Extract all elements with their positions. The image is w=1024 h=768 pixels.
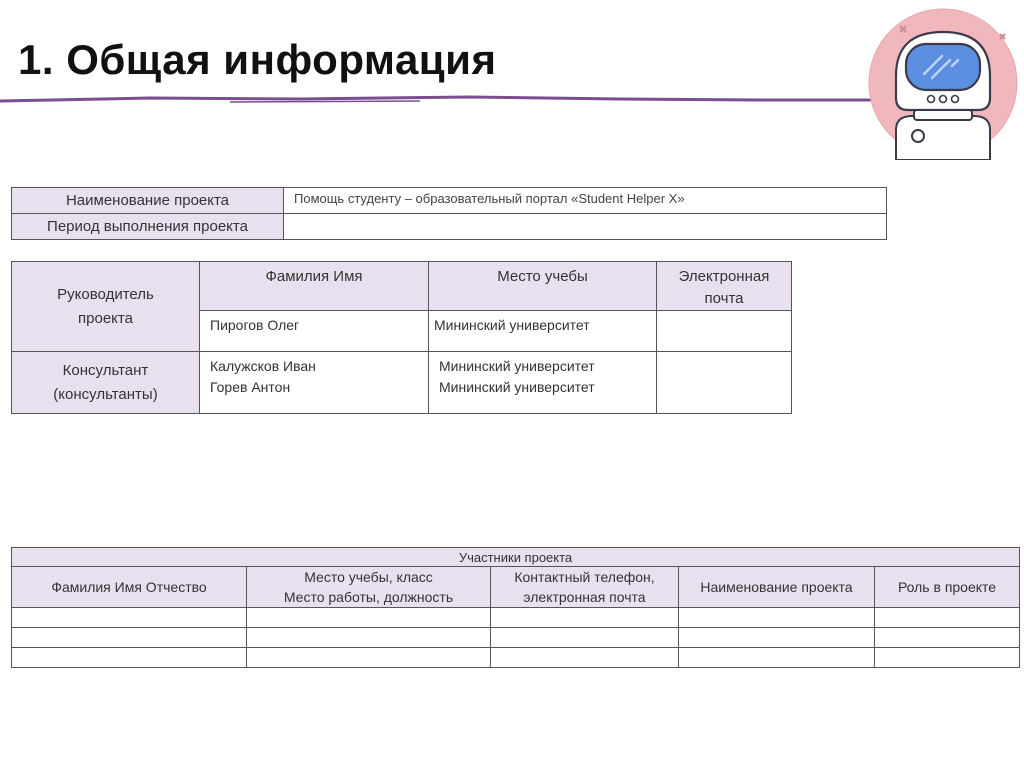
table-cell <box>12 648 247 668</box>
table-row <box>12 188 887 214</box>
column-header-role: Роль в проекте <box>875 567 1020 608</box>
consultant-role-cell <box>12 352 200 414</box>
supervisors-table <box>11 261 792 414</box>
table-row <box>12 262 792 311</box>
leader-name: Пирогов Олег <box>200 311 429 352</box>
table-cell <box>12 608 247 628</box>
column-header-email-line2: почта <box>704 290 744 307</box>
consultant-places <box>429 352 657 414</box>
table-row <box>12 214 887 240</box>
leader-place: Мининский университет <box>429 311 657 352</box>
column-header-place: Место учебы <box>429 262 657 311</box>
astronaut-icon <box>866 6 1020 160</box>
table-cell <box>679 628 875 648</box>
project-period-value <box>284 214 887 240</box>
title-underline <box>0 94 880 106</box>
table-cell <box>875 628 1020 648</box>
column-header-project: Наименование проекта <box>679 567 875 608</box>
project-info-table <box>11 187 887 240</box>
column-header-place <box>247 567 491 608</box>
project-period-label: Период выполнения проекта <box>12 214 284 240</box>
participants-table <box>11 547 1020 668</box>
column-header-contact <box>491 567 679 608</box>
column-header-place-line1: Место учебы, класс <box>304 569 433 585</box>
consultant-names <box>200 352 429 414</box>
column-header-email-line1: Электронная <box>678 268 770 285</box>
table-row <box>12 608 1020 628</box>
leader-role-cell <box>12 262 200 352</box>
leader-role-line2: проекта <box>78 309 133 327</box>
consultant-place: Мининский университет <box>439 379 595 395</box>
project-name-label: Наименование проекта <box>12 188 284 214</box>
consultant-place: Мининский университет <box>439 358 595 374</box>
consultant-name: Калужсков Иван <box>210 358 316 374</box>
column-header-contact-line1: Контактный телефон, <box>514 569 655 585</box>
table-cell <box>247 608 491 628</box>
table-cell <box>12 628 247 648</box>
consultant-role-line2: (консультанты) <box>53 385 158 403</box>
page-title: 1. Общая информация <box>18 36 497 83</box>
table-cell <box>875 648 1020 668</box>
table-cell <box>491 648 679 668</box>
table-row <box>12 628 1020 648</box>
table-row <box>12 548 1020 567</box>
table-row <box>12 352 792 414</box>
column-header-place-line2: Место работы, должность <box>283 589 454 605</box>
table-cell <box>247 648 491 668</box>
table-cell <box>491 628 679 648</box>
column-header-fio: Фамилия Имя Отчество <box>12 567 247 608</box>
consultant-role-line1: Консультант <box>62 361 149 379</box>
consultant-email <box>657 352 792 414</box>
column-header-name: Фамилия Имя <box>200 262 429 311</box>
participants-caption: Участники проекта <box>12 548 1020 567</box>
table-cell <box>679 608 875 628</box>
leader-email <box>657 311 792 352</box>
consultant-name: Горев Антон <box>210 379 291 395</box>
project-name-value: Помощь студенту – образовательный портал «Student Helper X» <box>284 188 887 214</box>
table-row <box>12 648 1020 668</box>
table-row <box>12 567 1020 608</box>
column-header-email <box>657 262 792 311</box>
table-cell <box>679 648 875 668</box>
table-cell <box>491 608 679 628</box>
table-cell <box>875 608 1020 628</box>
table-cell <box>247 628 491 648</box>
leader-role-line1: Руководитель <box>57 285 154 303</box>
column-header-contact-line2: электронная почта <box>523 589 646 605</box>
